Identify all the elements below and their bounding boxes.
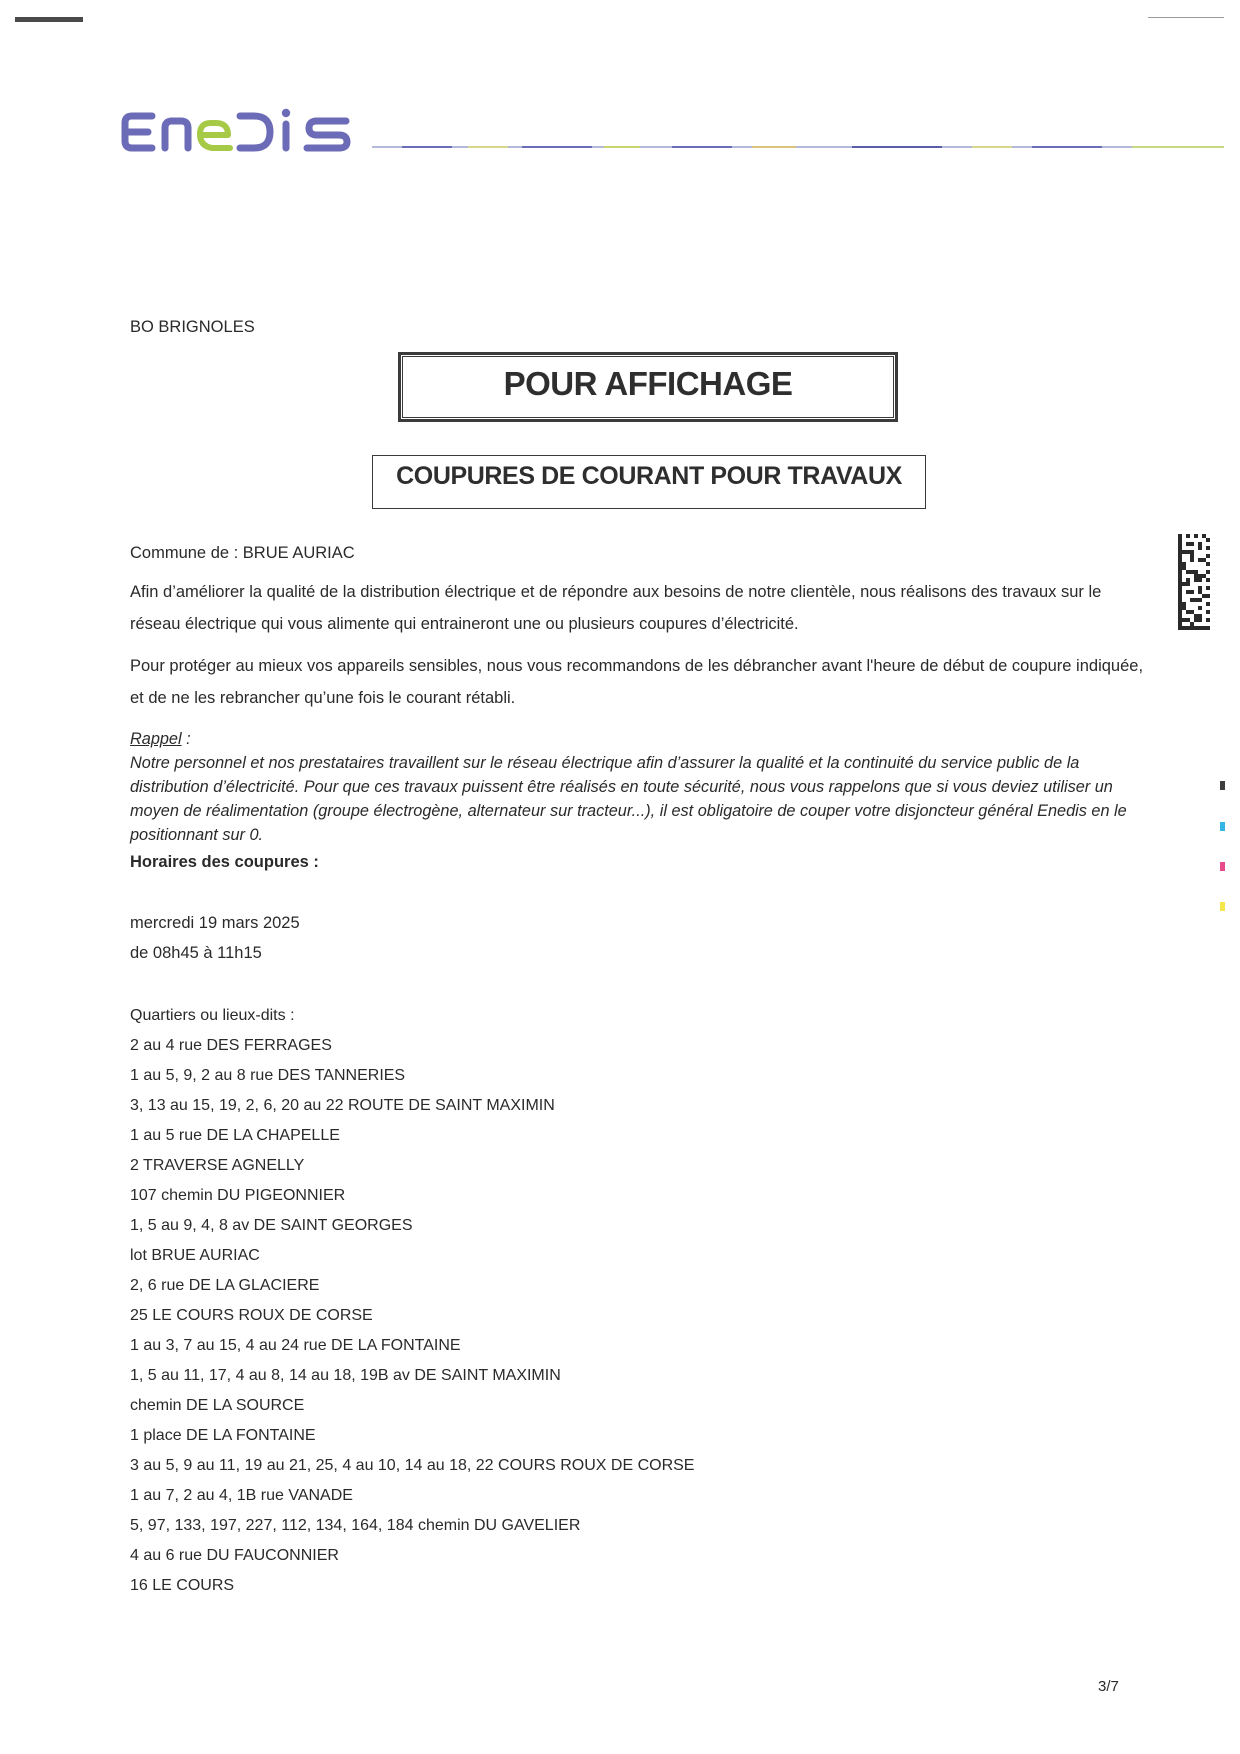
scan-mark [15, 17, 83, 22]
registration-mark-cyan [1220, 822, 1225, 831]
list-item: 1 au 5 rue DE LA CHAPELLE [130, 1127, 340, 1144]
list-item: 1 au 3, 7 au 15, 4 au 24 rue DE LA FONTAINE [130, 1337, 461, 1354]
list-item: 5, 97, 133, 197, 227, 112, 134, 164, 184 chemin DU GAVELIER [130, 1517, 581, 1534]
list-item: 107 chemin DU PIGEONNIER [130, 1187, 346, 1204]
commune-line: Commune de : BRUE AURIAC [130, 544, 355, 562]
rappel-label: Rappel [130, 730, 182, 748]
quartiers-list [130, 1001, 694, 1601]
list-item: 1 au 5, 9, 2 au 8 rue DES TANNERIES [130, 1067, 406, 1084]
list-item: 25 LE COURS ROUX DE CORSE [130, 1307, 373, 1324]
list-item: lot BRUE AURIAC [130, 1247, 260, 1264]
rappel-colon: : [181, 730, 191, 748]
rappel-block [130, 727, 1140, 847]
list-item: 3, 13 au 15, 19, 2, 6, 20 au 22 ROUTE DE SAINT MAXIMIN [130, 1097, 555, 1114]
sender-office: BO BRIGNOLES [130, 318, 255, 336]
list-item: 16 LE COURS [130, 1577, 235, 1594]
registration-mark-black [1220, 781, 1225, 790]
datamatrix-code [1178, 534, 1210, 630]
list-item: 2 TRAVERSE AGNELLY [130, 1157, 305, 1174]
subheadline: COUPURES DE COURANT POUR TRAVAUX [396, 461, 902, 490]
list-item: 1, 5 au 11, 17, 4 au 8, 14 au 18, 19B av DE SAINT MAXIMIN [130, 1367, 561, 1384]
headline: POUR AFFICHAGE [503, 365, 793, 402]
scan-mark [1148, 17, 1224, 18]
advice-paragraph: Pour protéger au mieux vos appareils sensibles, nous vous recommandons de les débrancher avant l'heure de début de coupure indiquée, et de ne les rebrancher qu’une fois le courant rétabli. [130, 657, 1144, 707]
rappel-text: Notre personnel et nos prestataires travaillent sur le réseau électrique afin d’assurer la qualité et la continuité du service public de la distribution d’électricité. Pour que ces travaux puissent être réalisés en toute sécurité, nous vous rappelons que si vous deviez utiliser un moyen de réalimentation (groupe électrogène, alternateur sur tracteur...), il est obligatoire de couper votre disjoncteur général Enedis en le positionnant sur 0. [130, 754, 1127, 844]
list-item: chemin DE LA SOURCE [130, 1397, 305, 1414]
list-item: 2 au 4 rue DES FERRAGES [130, 1037, 332, 1054]
quartiers-heading: Quartiers ou lieux-dits : [130, 1007, 295, 1024]
schedule-time: de 08h45 à 11h15 [130, 944, 262, 962]
schedule-date: mercredi 19 mars 2025 [130, 914, 300, 932]
notice-title-box [372, 455, 926, 509]
intro-paragraph: Afin d’améliorer la qualité de la distribution électrique et de répondre aux besoins de notre clientèle, nous réalisons des travaux sur le réseau électrique qui vous alimente qui entraineront une ou plusieurs coupures d’électricité. [130, 583, 1102, 633]
page-number: 3/7 [1098, 1678, 1119, 1695]
list-item: 1, 5 au 9, 4, 8 av DE SAINT GEORGES [130, 1217, 413, 1234]
list-item: 1 au 7, 2 au 4, 1B rue VANADE [130, 1487, 353, 1504]
list-item: 1 place DE LA FONTAINE [130, 1427, 316, 1444]
registration-mark-magenta [1220, 862, 1225, 871]
list-item: 4 au 6 rue DU FAUCONNIER [130, 1547, 339, 1564]
enedis-logo [120, 104, 352, 160]
schedule-heading: Horaires des coupures : [130, 853, 319, 871]
header-rule [372, 145, 1224, 149]
posting-banner [398, 352, 898, 422]
schedule-block [130, 908, 300, 968]
list-item: 2, 6 rue DE LA GLACIERE [130, 1277, 320, 1294]
registration-mark-yellow [1220, 902, 1225, 911]
list-item: 3 au 5, 9 au 11, 19 au 21, 25, 4 au 10, 14 au 18, 22 COURS ROUX DE CORSE [130, 1457, 695, 1474]
